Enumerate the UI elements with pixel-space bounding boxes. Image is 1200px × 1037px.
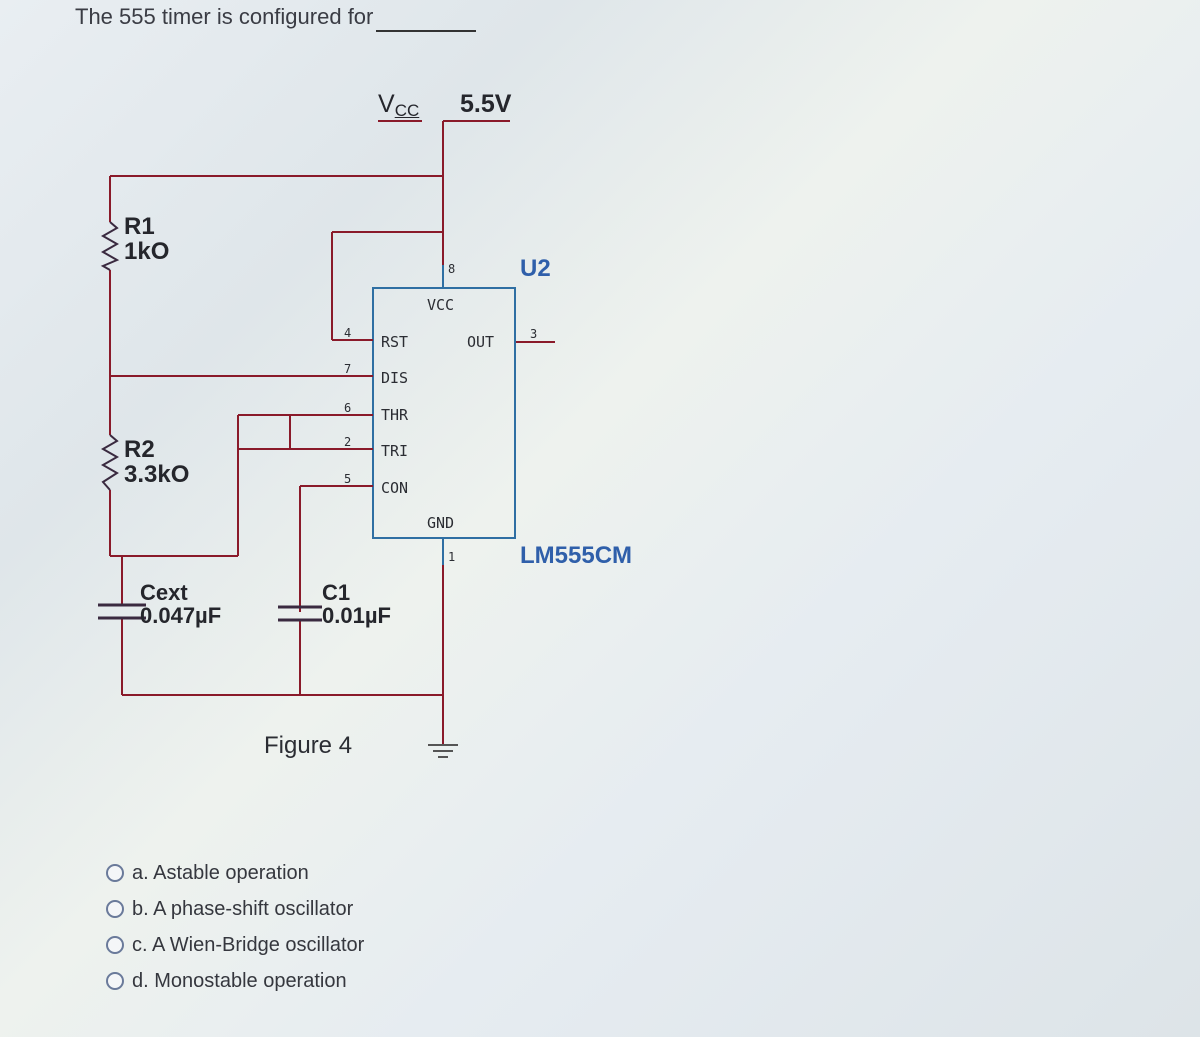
r1-label	[124, 214, 169, 264]
vcc-label: $V_{CC}$	[378, 90, 420, 120]
cext-label	[140, 581, 221, 627]
option-c[interactable]	[106, 927, 364, 963]
option-d-label: d. Monostable operation	[132, 969, 347, 992]
option-a-label: a. Astable operation	[132, 861, 309, 884]
pin-num-1: 1	[448, 550, 456, 564]
r2-name: R2	[124, 436, 155, 463]
r2-label	[124, 437, 189, 487]
option-b-label: b. A phase-shift oscillator	[132, 897, 354, 920]
radio-icon[interactable]	[106, 936, 124, 954]
pin-num-4: 4	[344, 326, 352, 340]
option-a[interactable]	[106, 855, 364, 891]
question-text: The 555 timer is configured for	[75, 4, 374, 29]
pin-num-8: 8	[448, 262, 456, 276]
answer-options	[106, 855, 364, 999]
chip-part-number: LM555CM	[520, 542, 633, 569]
pin-out-label: OUT	[467, 333, 495, 351]
radio-icon[interactable]	[106, 900, 124, 918]
r1-value: 1kO	[124, 238, 170, 265]
option-d[interactable]	[106, 963, 364, 999]
pin-num-2: 2	[344, 435, 352, 449]
option-b[interactable]	[106, 891, 364, 927]
pin-num-3: 3	[530, 327, 538, 341]
c1-name: C1	[322, 580, 351, 605]
radio-icon[interactable]	[106, 972, 124, 990]
pin-thr-label: THR	[381, 406, 409, 424]
pin-dis-label: DIS	[381, 369, 409, 387]
vcc-value: 5.5V	[460, 90, 512, 118]
cext-name: Cext	[140, 580, 188, 605]
r1-name: R1	[124, 213, 155, 240]
option-c-label: c. A Wien-Bridge oscillator	[132, 933, 365, 956]
c1-label	[322, 581, 391, 627]
chip-designator: U2	[520, 255, 551, 282]
pin-vcc-label: VCC	[427, 296, 455, 314]
r2-value: 3.3kO	[124, 461, 190, 488]
pin-con-label: CON	[381, 479, 409, 497]
pin-rst-label: RST	[381, 333, 409, 351]
cext-value: 0.047µF	[140, 603, 222, 628]
pin-num-5: 5	[344, 472, 352, 486]
c1-value: 0.01µF	[322, 603, 391, 628]
pin-num-7: 7	[344, 362, 352, 376]
pin-tri-label: TRI	[381, 442, 409, 460]
radio-icon[interactable]	[106, 864, 124, 882]
pin-num-6: 6	[344, 401, 352, 415]
figure-caption: Figure 4	[264, 732, 353, 759]
pin-gnd-label: GND	[427, 514, 455, 532]
